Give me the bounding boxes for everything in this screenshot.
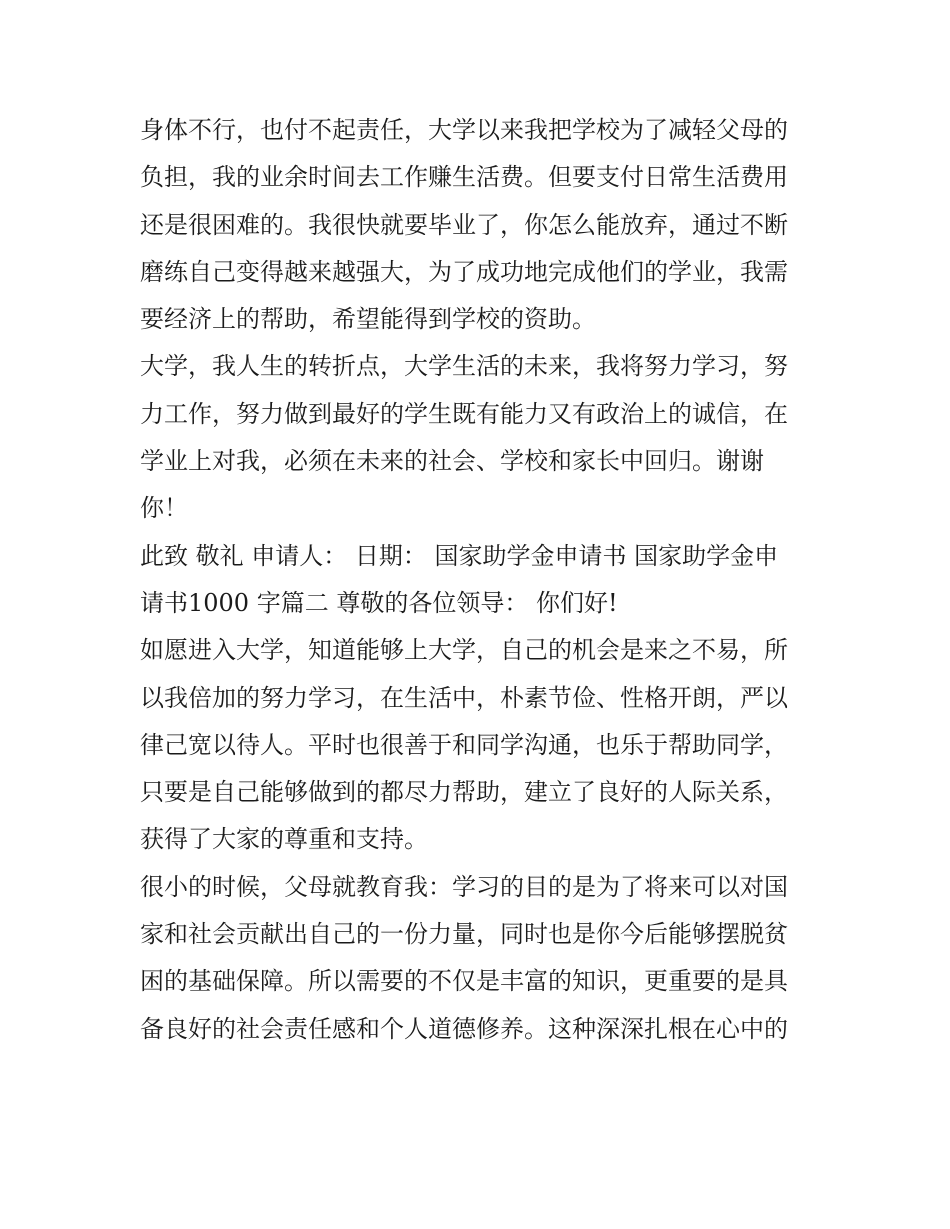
text-line: 很小的时候，父母就教育我：学习的目的是为了将来可以对国 [140,872,788,901]
text-line: 大学，我人生的转折点，大学生活的未来，我将努力学习，努 [140,352,788,381]
text-line: 负担，我的业余时间去工作赚生活费。但要支付日常生活费用 [140,163,788,192]
text-line: 家和社会贡献出自己的一份力量，同时也是你今后能够摆脱贫 [140,920,788,949]
text-line: 你！ [140,494,188,523]
text-line: 备良好的社会责任感和个人道德修养。这种深深扎根在心中的 [140,1014,788,1043]
text-line: 力工作，努力做到最好的学生既有能力又有政治上的诚信，在 [140,399,788,428]
text-line: 磨练自己变得越来越强大，为了成功地完成他们的学业，我需 [140,257,788,286]
text-line: 学业上对我，必须在未来的社会、学校和家长中回归。谢谢 [140,447,764,476]
text-line: 此致 敬礼 申请人： 日期： 国家助学金申请书 国家助学金申 [140,541,779,570]
text-line: 如愿进入大学，知道能够上大学，自己的机会是来之不易，所 [140,636,788,665]
text-line: 只要是自己能够做到的都尽力帮助，建立了良好的人际关系， [140,778,788,807]
text-line: 请书1000 字篇二 尊敬的各位领导： 你们好! [140,588,618,617]
body-text [140,107,820,1053]
text-line: 还是很困难的。我很快就要毕业了，你怎么能放弃，通过不断 [140,210,788,239]
text-line: 困的基础保障。所以需要的不仅是丰富的知识，更重要的是具 [140,967,788,996]
text-line: 获得了大家的尊重和支持。 [140,825,428,854]
text-line: 以我倍加的努力学习，在生活中，朴素节俭、性格开朗，严以 [140,683,788,712]
text-line: 律己宽以待人。平时也很善于和同学沟通，也乐于帮助同学， [140,730,788,759]
text-line: 身体不行，也付不起责任，大学以来我把学校为了减轻父母的 [140,116,788,144]
text-line: 要经济上的帮助，希望能得到学校的资助。 [140,305,596,334]
